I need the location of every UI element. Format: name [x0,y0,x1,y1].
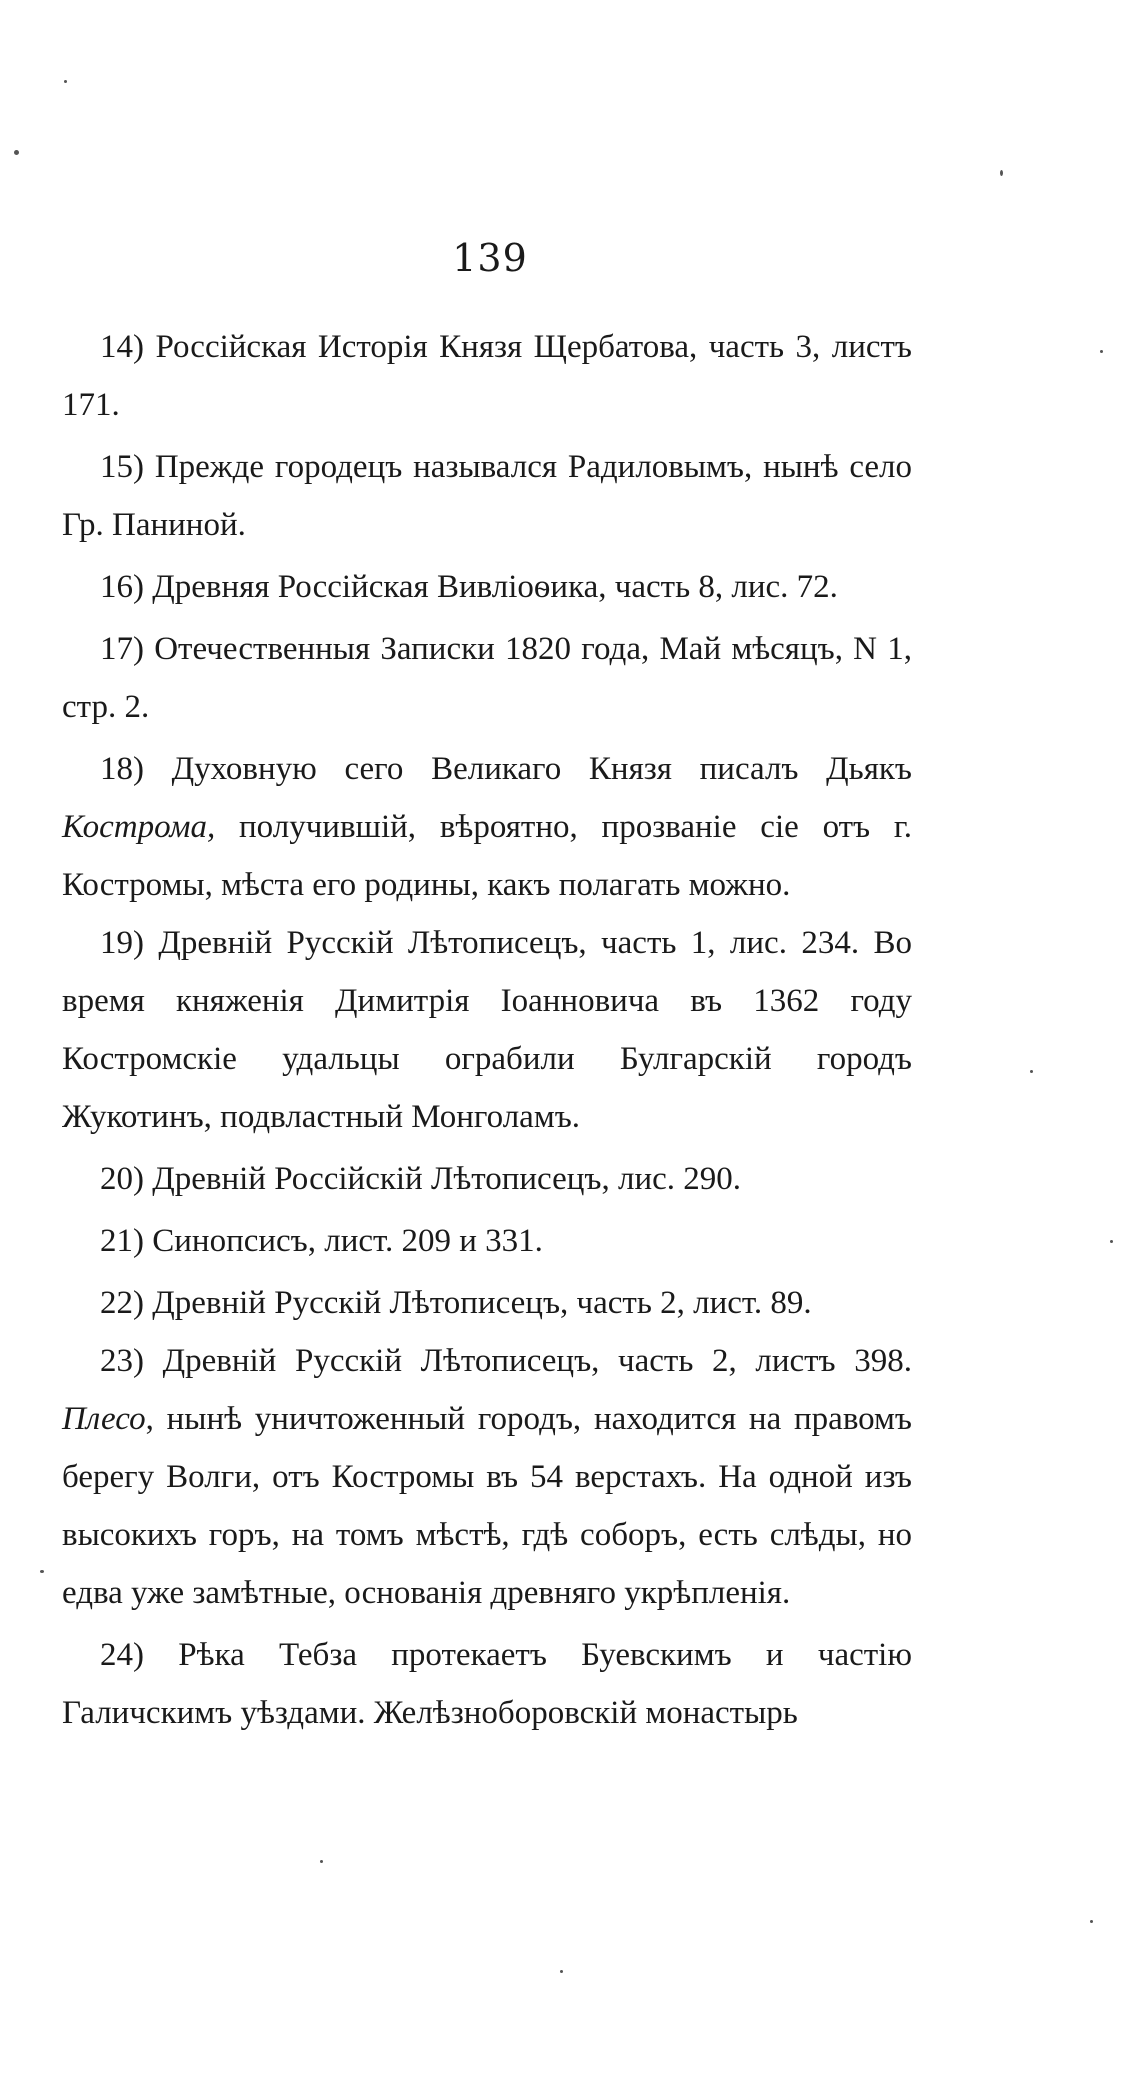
footnote-text: 18) Духовную сего Великаго Князя писалъ Дьякъ [100,751,912,787]
footnote-20 [62,1150,912,1208]
footnote-text: 14) Россійская Исторія Князя Щербатова, часть 3, листъ 171. [62,329,912,423]
footnote-22 [62,1274,912,1332]
footnotes-block [62,318,912,1742]
footnote-italic-name: Кострома, [62,809,216,845]
footnote-24 [62,1626,912,1742]
footnote-text: 22) Древній Русскій Лѣтописецъ, часть 2, лист. 89. [100,1285,812,1321]
footnote-italic-name: Плесо [62,1401,146,1437]
footnote-text: 24) Рѣка Тебза протекаетъ Буевскимъ и частію Галичскимъ уѣздами. Желѣзноборовскій монастырь [62,1637,912,1731]
scan-speck [1030,1070,1033,1073]
footnote-text: 17) Отечественныя Записки 1820 года, Май мѣсяцъ, N 1, стр. 2. [62,631,912,725]
footnote-text: 23) Древній Русскій Лѣтописецъ, часть 2, листъ 398. [100,1343,912,1379]
scan-speck [320,1860,323,1863]
footnote-17 [62,620,912,736]
page-number: 139 [452,236,528,280]
footnote-19 [62,914,912,1146]
scan-speck [560,1970,563,1973]
scan-speck [40,1570,44,1573]
scan-speck [1110,1240,1113,1243]
footnote-text: 21) Синопсисъ, лист. 209 и 331. [100,1223,543,1259]
scan-speck [1000,170,1003,176]
footnote-18 [62,740,912,914]
scan-speck [14,150,19,155]
scan-speck [1090,1920,1093,1923]
footnote-text: 20) Древній Россійскій Лѣтописецъ, лис. 290. [100,1161,742,1197]
footnote-23 [62,1332,912,1622]
scan-speck [64,80,67,83]
footnote-text: получившій, вѣроятно, прозваніе сіе отъ г. Костромы, мѣста его родины, какъ полагать можно. [62,809,912,903]
footnote-text: 16) Древняя Россійская Вивліоѳика, часть 8, лис. 72. [100,569,838,605]
footnote-text: 19) Древній Русскій Лѣтописецъ, часть 1, лис. 234. Во время княженія Димитрія Іоанновича въ 1362 году Костромскіе удальцы ограбили Булгарскій городъ Жукотинъ, подвластный Монголамъ. [62,925,912,1135]
footnote-text: 15) Прежде городецъ назывался Радиловымъ, нынѣ село Гр. Паниной. [62,449,912,543]
footnote-21 [62,1212,912,1270]
scan-speck [1100,350,1103,353]
footnote-15 [62,438,912,554]
footnote-14 [62,318,912,434]
footnote-16 [62,558,912,616]
footnote-text: , нынѣ уничтоженный городъ, находится на правомъ берегу Волги, отъ Костромы въ 54 верстахъ. На одной изъ высокихъ горъ, на томъ мѣстѣ, гдѣ соборъ, есть слѣды, но едва уже замѣтные, основанія древняго укрѣпленія. [62,1401,912,1611]
